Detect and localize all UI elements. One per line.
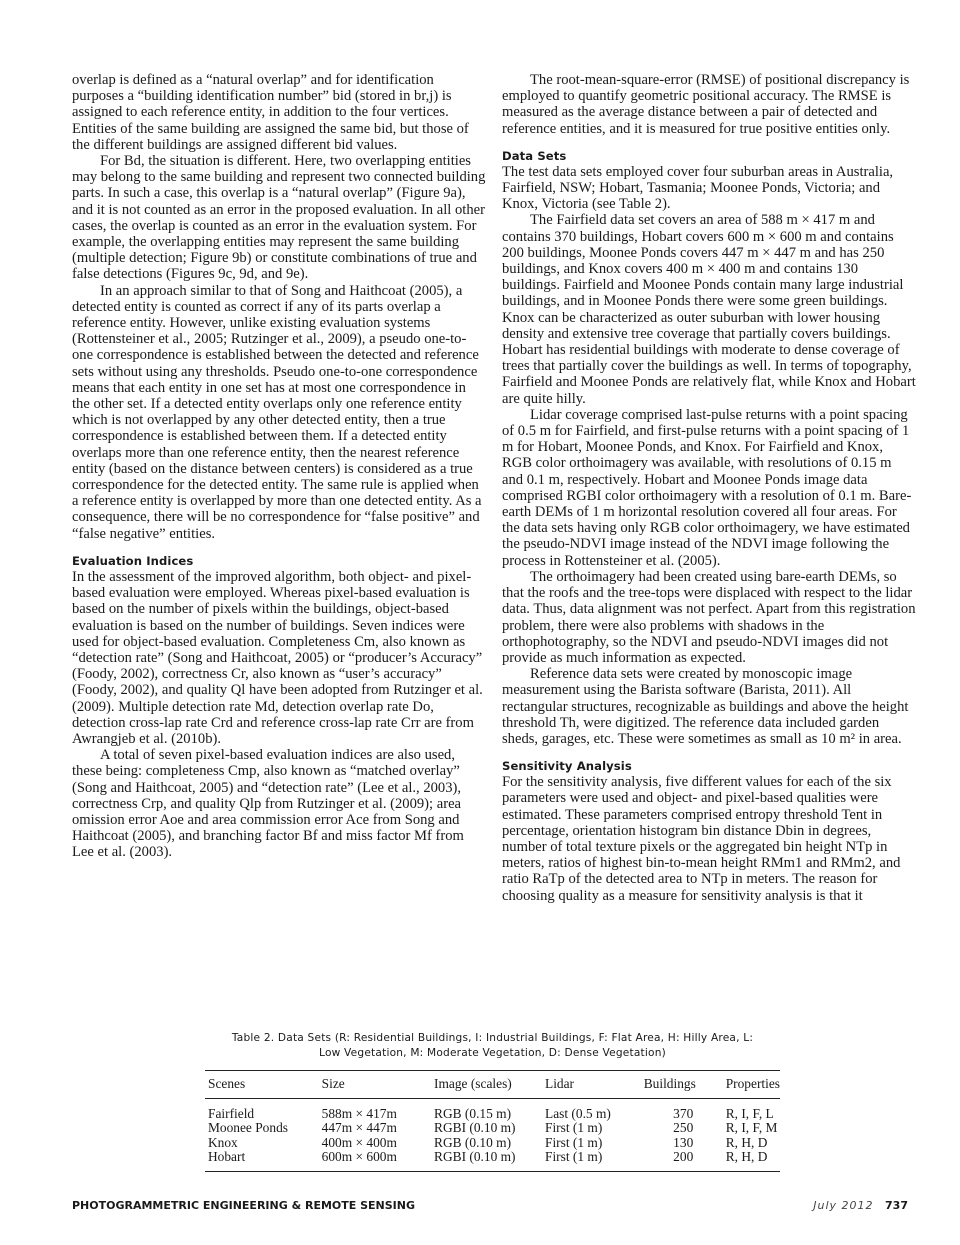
- column-header: Properties: [723, 1071, 780, 1099]
- table-cell: Fairfield: [208, 1105, 255, 1121]
- table-2: [205, 1031, 780, 1172]
- table-row: [205, 1150, 780, 1171]
- column-header: Lidar: [542, 1071, 641, 1099]
- table-cell: R, H, D: [723, 1150, 780, 1171]
- table-cell: RGBI (0.10 m): [431, 1150, 542, 1171]
- table-cell: 600m × 600m: [319, 1150, 431, 1171]
- table-cell: 370: [673, 1105, 694, 1121]
- column-header: Image (scales): [431, 1071, 542, 1099]
- table-cell: RGB (0.10 m): [434, 1134, 512, 1150]
- table-row: [205, 1121, 780, 1136]
- table-cell: R, I, F, M: [725, 1120, 778, 1136]
- journal-footer: PHOTOGRAMMETRIC ENGINEERING & REMOTE SENSING: [72, 1199, 416, 1212]
- table-cell: R, I, F, L: [725, 1105, 774, 1121]
- table-cell: First (1 m): [545, 1134, 603, 1150]
- page-number: 737: [885, 1199, 908, 1212]
- table-cell: Last (0.5 m): [545, 1105, 611, 1121]
- paragraph: In the assessment of the improved algorithm, both object- and pixel-based evaluation were employed. Whereas pixel-based evaluation is based on the number of pixels within the buildings, object-based evaluation is based on the number of buildings. Seven indices were used for object-based evaluation. Completeness Cm, also known as “detection rate” (Song and Haithcoat, 2005) or “producer’s Accuracy” (Foody, 2002), correctness Cr, also known as “user’s accuracy” (Foody, 2002), and quality Ql have been adopted from Rutzinger et al. (2009). Multiple detection rate Md, detection overlap rate Do, detection cross-lap rate Crd and reference cross-lap rate Crr are from Awrangjeb et al. (2010b).: [72, 568, 483, 747]
- table-cell: 130: [673, 1134, 694, 1150]
- column-header: Size: [319, 1071, 431, 1099]
- paragraph: The orthoimagery had been created using bare-earth DEMs, so that the roofs and the tree-tops were displaced with respect to the lidar data. Thus, data alignment was not perfect. Apart from this registration problem, there were also problems with shadows in the orthophotography, so the NDVI and pseudo-NDVI images did not provide as much information as expected.: [502, 568, 916, 666]
- table-cell: RGBI (0.10 m): [434, 1120, 516, 1136]
- table-cell: R, H, D: [725, 1134, 768, 1150]
- left-column: [72, 72, 486, 861]
- paragraph: For the sensitivity analysis, five different values for each of the six parameters were used and object- and pixel-based qualities were estimated. These parameters comprised entropy threshold Tent in percentage, orientation histogram bin distance Dbin in degrees, number of total texture pixels or the aggregated bin height NTp in meters, ratios of highest bin-to-mean height RMm1 and RMm2, and ratio RaTp of the detected area to NTp in meters. The reason for choosing quality as a measure for sensitivity analysis is that it: [502, 774, 901, 904]
- data-sets-table: [205, 1070, 780, 1172]
- table-cell: First (1 m): [545, 1120, 603, 1136]
- table-cell: RGB (0.15 m): [434, 1105, 512, 1121]
- column-header: Buildings: [641, 1071, 723, 1099]
- right-column: [502, 72, 916, 904]
- table-row: [205, 1136, 780, 1151]
- paragraph: Lidar coverage comprised last-pulse returns with a point spacing of 0.5 m for Fairfield, and first-pulse returns with a point spacing of 1 m for Hobart, Moonee Ponds, and Knox. For Fairfield and Knox, RGB color orthoimagery was available, with resolutions of 0.15 m and 0.1 m, respectively. Hobart and Moonee Ponds image data comprised RGBI color orthoimagery with a resolution of 0.1 m. Bare-earth DEMs of 1 m horizontal resolution covered all four areas. For the data sets having only RGB color orthoimagery, we have estimated the pseudo-NDVI image instead of the NDVI image following the process in Rottensteiner et al. (2005).: [502, 406, 912, 569]
- paragraph: The test data sets employed cover four suburban areas in Australia, Fairfield, NSW; Hobart, Tasmania; Moonee Ponds, Victoria; and Knox, Victoria (see Table 2).: [502, 163, 894, 213]
- table-cell: 447m × 447m: [321, 1120, 397, 1136]
- table-cell: 250: [673, 1120, 694, 1136]
- table-caption: [205, 1031, 780, 1061]
- table-caption-line: Low Vegetation, M: Moderate Vegetation, D: Dense Vegetation): [319, 1047, 666, 1059]
- paragraph: In an approach similar to that of Song and Haithcoat (2005), a detected entity is counted as correct if any of its parts overlap a reference entity. However, unlike existing evaluation systems (Rottensteiner et al., 2005; Rutzinger et al., 2009), a pseudo one-to-one correspondence is established between the detected and reference sets without using any thresholds. Pseudo one-to-one correspondence means that each entity in one set has at most one correspondence in the other set. If a detected entity overlaps only one reference entity which is not overlapped by any other detected entity, then a true correspondence is established between them. If a detected entity overlaps more than one reference entity, then the nearest reference entity (based on the distance between centers) is considered as a true correspondence for the detected entity. The same rule is applied when a reference entity is overlapped by more than one detected entity. As a consequence, there will be no correspondence for “false positive” and “false negative” entities.: [72, 282, 482, 542]
- section-heading: Evaluation Indices: [72, 553, 194, 568]
- table-cell: Hobart: [205, 1150, 319, 1171]
- table-cell: Knox: [208, 1134, 238, 1150]
- section-heading: Data Sets: [502, 148, 567, 163]
- table-header-row: [205, 1071, 780, 1099]
- paragraph: A total of seven pixel-based evaluation indices are also used, these being: completeness Cmp, also known as “matched overlay” (Song and Haithcoat, 2005) and “detection rate” (Lee et al., 2003), correctness Crp, and quality Qlp from Rutzinger et al. (2009); area omission error Aoe and area commission error Ace from Song and Haithcoat (2005), and branching factor Bf and miss factor Mf from Lee et al. (2003).: [72, 747, 464, 861]
- column-header: Scenes: [205, 1071, 319, 1099]
- table-row: [205, 1098, 780, 1121]
- table-cell: 588m × 417m: [321, 1105, 397, 1121]
- table-cell: First (1 m): [542, 1150, 641, 1171]
- paragraph: Reference data sets were created by monoscopic image measurement using the Barista software (Barista, 2011). All rectangular structures, recognizable as buildings and above the height threshold Th, were digitized. The reference data included garden sheds, garages, etc. These were sometimes as small as 10 m² in area.: [502, 666, 909, 747]
- page-footer: [813, 1199, 908, 1212]
- table-cell: 400m × 400m: [321, 1134, 397, 1150]
- paragraph: The root-mean-square-error (RMSE) of positional discrepancy is employed to quantify geometric positional accuracy. The RMSE is measured as the average distance between a pair of detected and reference entities, and it is measured for true positive entities only.: [502, 72, 910, 137]
- table-cell: Moonee Ponds: [208, 1120, 288, 1136]
- paragraph: For Bd, the situation is different. Here, two overlapping entities may belong to the same building and represent two connected building parts. In such a case, this overlap is a “natural overlap” (Figure 9a), and it is not counted as an error in the proposed evaluation. In all other cases, the overlap is counted as an error in the evaluation system. For example, the overlapping entities may represent the same building (multiple detection; Figure 9b) or constitute combinations of true and false detections (Figures 9c, 9d, and 9e).: [72, 153, 486, 283]
- paragraph: overlap is defined as a “natural overlap” and for identification purposes a “building identification number” bid (stored in br,j) is assigned to each reference entity, in addition to the four vertices. Entities of the same building are assigned the same bid, but those of the different buildings are assigned different bid values.: [72, 72, 469, 153]
- issue-date: July 2012: [813, 1199, 874, 1212]
- table-caption-line: Table 2. Data Sets (R: Residential Buildings, I: Industrial Buildings, F: Flat Area, H: Hilly Area, L:: [231, 1032, 754, 1044]
- section-heading: Sensitivity Analysis: [502, 759, 632, 774]
- paragraph: The Fairfield data set covers an area of 588 m × 417 m and contains 370 buildings, Hobart covers 600 m × 600 m and contains 200 buildings, Moonee Ponds covers 447 m × 447 m and has 250 buildings, and Knox covers 400 m × 400 m and contains 130 buildings. Fairfield and Moonee Ponds contain many large industrial buildings, and in Moonee Ponds there were some green buildings. Knox can be characterized as outer suburban with lower housing density and extensive tree coverage that partially covers buildings. Hobart has residential buildings with moderate to dense coverage of trees that partially cover the buildings as well. In terms of topography, Fairfield and Moonee Ponds are relatively flat, while Knox and Hobart are quite hilly.: [502, 212, 916, 407]
- table-cell: 200: [641, 1150, 723, 1171]
